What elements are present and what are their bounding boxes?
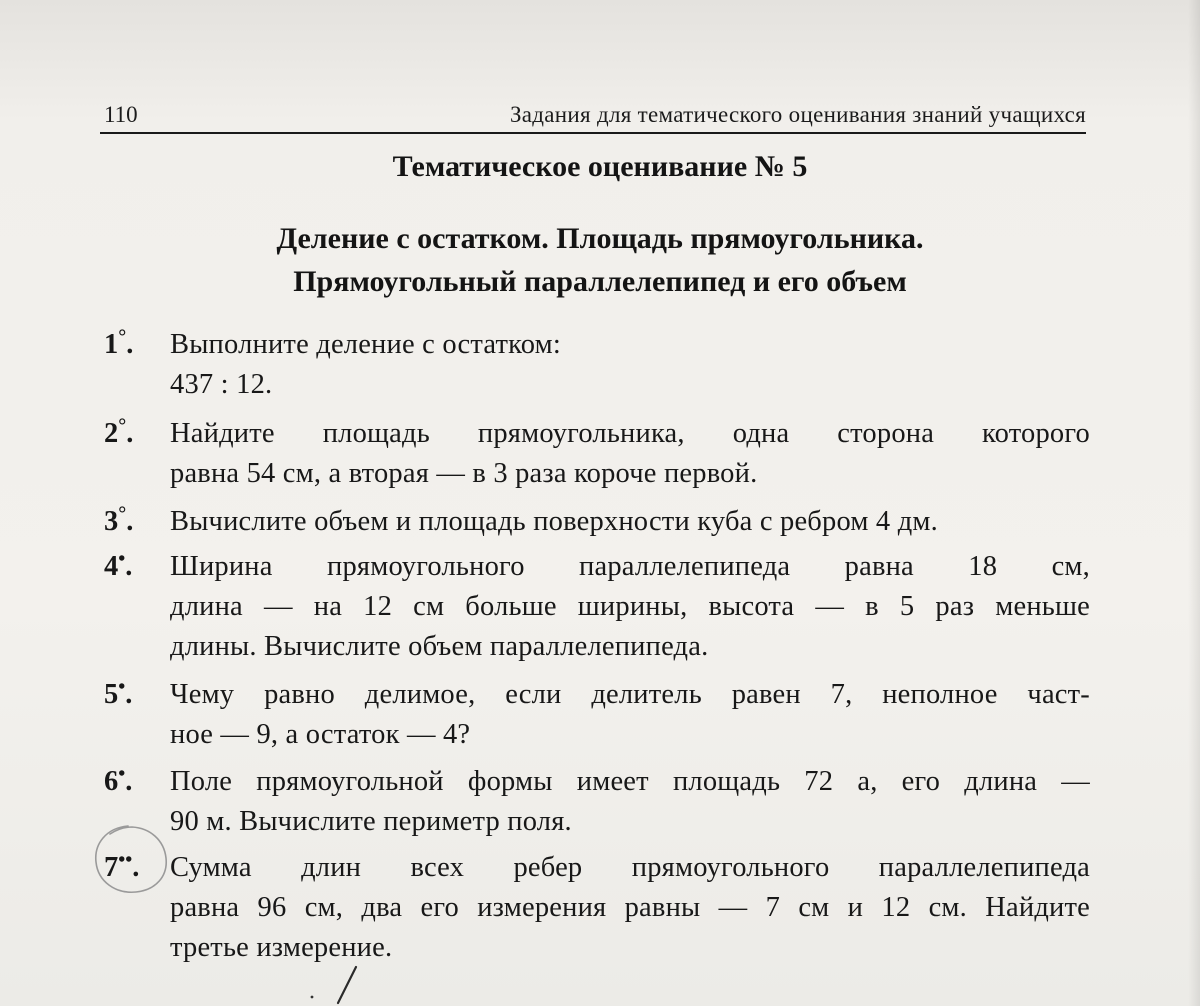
task-text — [170, 675, 1090, 755]
task-text — [170, 325, 1090, 405]
page-number: 110 — [104, 102, 138, 127]
difficulty-mark: • — [118, 548, 126, 570]
task-number: 7••. — [104, 849, 140, 883]
task-number: 3°. — [104, 503, 134, 537]
task-line: Выполните деление с остатком: — [170, 329, 561, 360]
task-2 — [100, 414, 1090, 494]
task-expression: 437 : 12. — [170, 369, 273, 400]
task-4 — [100, 547, 1090, 667]
task-6 — [100, 762, 1090, 842]
task-line: равна 96 см, два его измерения равны — 7 см и 12 см. Найдите — [170, 892, 1090, 923]
task-1 — [100, 325, 1090, 405]
task-text — [170, 414, 1090, 494]
difficulty-mark: •• — [118, 849, 133, 871]
task-line: длины. Вычислите объем параллелепипеда. — [170, 631, 709, 662]
task-number: 4•. — [104, 548, 133, 582]
task-line: Сумма длин всех ребер прямоугольного параллелепипеда — [170, 852, 1090, 883]
task-line: 90 м. Вычислите периметр поля. — [170, 806, 572, 837]
difficulty-mark: • — [118, 763, 126, 785]
task-text — [170, 502, 1090, 542]
task-line: Ширина прямоугольного параллелепипеда равна 18 см, — [170, 551, 1090, 582]
task-text — [170, 848, 1090, 968]
running-title: Задания для тематического оценивания знаний учащихся — [509, 102, 1086, 127]
task-line: Вычислите объем и площадь поверхности куба с ребром 4 дм. — [170, 506, 938, 537]
running-head — [100, 98, 1086, 134]
task-3 — [100, 502, 1090, 542]
task-7 — [100, 848, 1090, 968]
task-number: 5•. — [104, 676, 133, 710]
page-edge-shadow — [1188, 0, 1200, 1006]
task-line: ное — 9, а остаток — 4? — [170, 719, 471, 750]
section-subtitle-line-2: Прямоугольный параллелепипед и его объем — [293, 265, 907, 298]
task-line: равна 54 см, а вторая — в 3 раза короче первой. — [170, 458, 758, 489]
section-title: Тематическое оценивание № 5 — [392, 150, 808, 183]
task-text — [170, 547, 1090, 667]
difficulty-mark: ° — [118, 326, 127, 348]
task-line: Поле прямоугольной формы имеет площадь 72 а, его длина — — [170, 766, 1090, 797]
difficulty-mark: • — [118, 676, 126, 698]
pencil-circle-mark — [88, 820, 174, 898]
task-line: третье измерение. — [170, 932, 393, 963]
task-5 — [100, 675, 1090, 755]
pencil-stroke-mark — [310, 965, 370, 1005]
task-line: Чему равно делимое, если делитель равен 7, неполное част- — [170, 679, 1090, 710]
task-text — [170, 762, 1090, 842]
task-line: Найдите площадь прямоугольника, одна сторона которого — [170, 418, 1090, 449]
task-line: длина — на 12 см больше ширины, высота — в 5 раз меньше — [170, 591, 1090, 622]
difficulty-mark: ° — [118, 415, 127, 437]
difficulty-mark: ° — [118, 503, 127, 525]
task-number: 6•. — [104, 763, 133, 797]
section-subtitle-line-1: Деление с остатком. Площадь прямоугольника. — [276, 222, 924, 255]
task-number: 2°. — [104, 415, 134, 449]
task-number: 1°. — [104, 326, 134, 360]
